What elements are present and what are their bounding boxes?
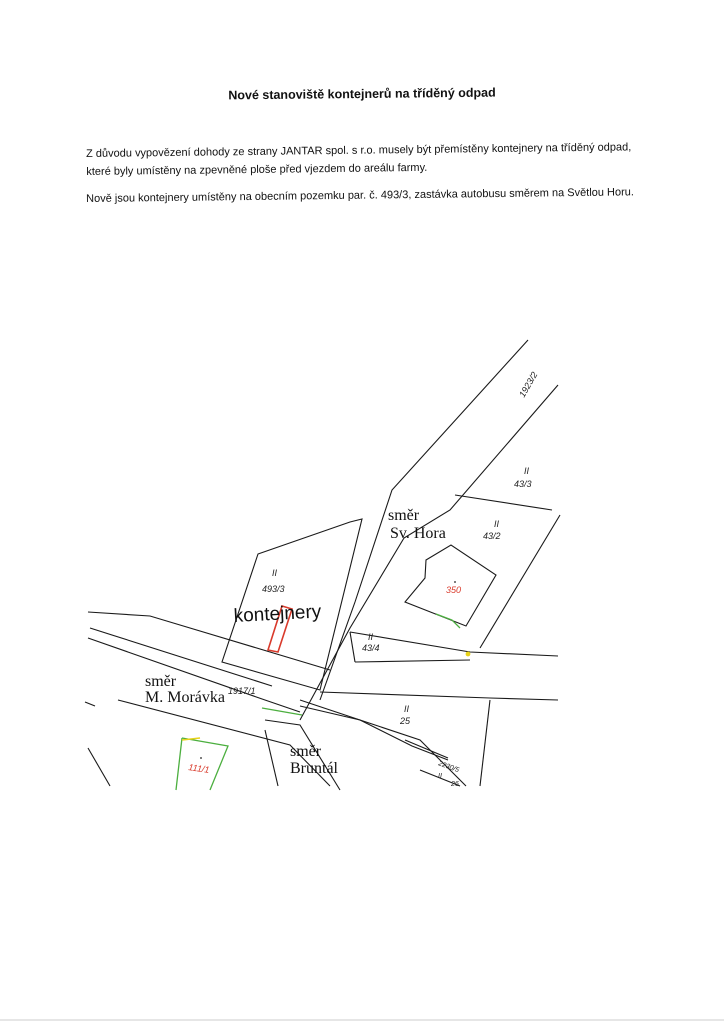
parcel-label-25: 25 (400, 716, 411, 726)
parcel-mark-43-3: II (524, 466, 530, 476)
parcel-mark-43-4: II (368, 632, 374, 642)
road-bruntal-edge (300, 706, 448, 760)
parcel-43-4-outline (350, 632, 558, 656)
parcel-label-1923-2: 1923/2 (517, 370, 540, 399)
parcel-label-350: 350 (446, 585, 462, 595)
parcel-label-111-1: 111/1 (187, 762, 211, 775)
label-dir-hora-1: směr (388, 507, 420, 524)
building-point (454, 581, 456, 583)
paragraph-1: Z důvodu vypovězení dohody ze strany JANTAR spol. s r.o. musely být přemístěny kontejnery na tříděný odpad, které byly umístěny na zpevněné ploše před vjezdem do areálu farmy. (86, 141, 632, 178)
parcel-2230-5-line (405, 740, 448, 758)
parcel-label-2230-5: 2230/5 (437, 760, 460, 775)
parcel-label-43-2: 43/2 (483, 531, 501, 541)
yellow-point (466, 652, 471, 657)
parcel-25-top (320, 692, 558, 700)
parcel-label-1917-1: 1917/1 (228, 686, 256, 696)
parcel-43-4-side (350, 632, 355, 662)
label-kontejnery: kontejnery (233, 601, 322, 627)
parcel-43-4-lower (355, 660, 470, 662)
parcel-label-493-3: 493/3 (262, 584, 285, 594)
road-edge-right (300, 385, 558, 720)
label-dir-moravka-2: M. Morávka (145, 689, 225, 706)
boundary-left-diagonal (88, 748, 110, 786)
page-bottom-edge (0, 1019, 724, 1021)
parcel-label-43-4: 43/4 (362, 643, 380, 653)
page-title: Nové stanoviště kontejnerů na tříděný odpad (228, 85, 496, 103)
label-dir-hora-2: Sv. Hora (390, 525, 446, 542)
parcel-mark-493-3: II (272, 568, 278, 578)
parcel-mark-43-2: II (494, 519, 500, 529)
parcel-43-3-bottom (455, 495, 552, 510)
paragraph-2: Nově jsou kontejnery umístěny na obecním pozemku par. č. 493/3, zastávka autobusu směrem na Světlou Horu. (86, 186, 635, 205)
label-dir-bruntal-2: Bruntál (290, 760, 338, 777)
road-moravka-edge-mid (90, 628, 272, 686)
boundary-low-diagonal (265, 730, 278, 786)
label-dir-bruntal-1: směr (290, 743, 322, 760)
green-boundary-near-junction (262, 708, 302, 715)
parcel-mark-25: II (404, 704, 410, 714)
parcel-label-26: 26 (451, 781, 459, 788)
parcel-25-right (480, 700, 490, 786)
parcel-label-43-3: 43/3 (514, 479, 532, 489)
parcel-111-point (200, 757, 202, 759)
road-edge-small (85, 702, 95, 706)
parcel-mark-26: II (438, 773, 442, 780)
label-dir-moravka-1: směr (145, 673, 177, 690)
